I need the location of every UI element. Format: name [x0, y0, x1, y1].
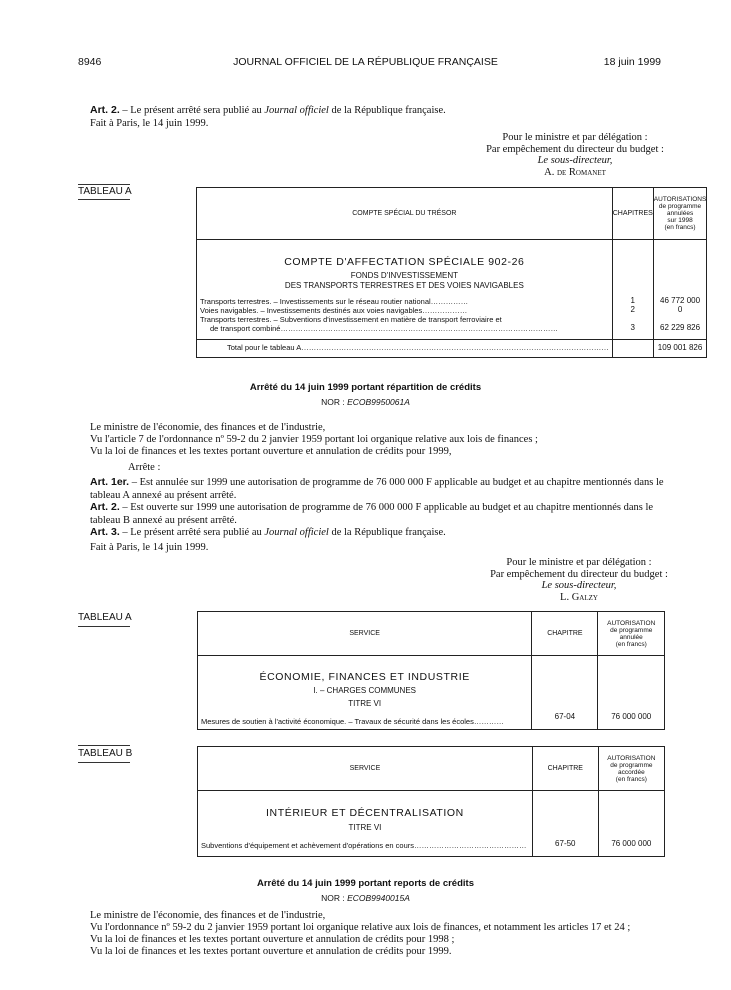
- table-service-b: [197, 746, 665, 857]
- section-title: INTÉRIEUR ET DÉCENTRALISATION: [266, 807, 464, 819]
- sub-title: TITRE VI: [348, 823, 382, 832]
- article-1: Art. 1er. – Est annulée sur 1999 une autorisation de programme de 76 000 000 F applicable au budget et au chapitre mentionnés dans le tableau A annexé au présent arrêté.: [90, 476, 664, 501]
- paragraph: Vu la loi de finances et les textes portant ouverture et annulation de crédits pour 1999,: [90, 446, 452, 457]
- top-signature-block: Pour le ministre et par délégation : Par empêchement du directeur du budget : Le sous-directeur, A. de Romanet: [470, 132, 680, 178]
- page-number: 8946: [78, 56, 102, 68]
- amount-cell: 76 000 000: [611, 839, 652, 848]
- table-row: Subventions d'équipement et achèvement d'opérations en cours………………………………………: [201, 841, 527, 850]
- table-row-continuation: de transport combiné…………………………………………………………………………………………………: [210, 324, 558, 333]
- paragraph: Vu la loi de finances et les textes portant ouverture et annulation de crédits pour 1999.: [90, 946, 452, 957]
- nor-reference: NOR : ECOB9940015A: [321, 893, 410, 903]
- column-header: AUTORISATIONS de programme annulées sur 1998 (en francs): [653, 188, 707, 240]
- column-header: SERVICE: [198, 612, 532, 656]
- sub-title: TITRE VI: [348, 699, 382, 708]
- amount-cell: 76 000 000: [611, 712, 652, 721]
- total-amount: 109 001 826: [657, 343, 703, 352]
- table-label: TABLEAU B: [78, 748, 132, 759]
- table-compte-special: [196, 187, 707, 358]
- amount-cell: 62 229 826: [660, 323, 701, 332]
- chapter-cell: 1: [630, 296, 635, 305]
- table-service-a: [197, 611, 665, 730]
- chapter-cell: 3: [630, 323, 635, 332]
- signature-block: Pour le ministre et par délégation : Par empêchement du directeur du budget : Le sous-directeur, L. Galzy: [474, 557, 684, 603]
- signatory-name: A. de Romanet: [544, 166, 606, 178]
- page-date: 18 juin 1999: [603, 56, 661, 68]
- signatory-name: L. Galzy: [560, 591, 598, 603]
- sub-title: DES TRANSPORTS TERRESTRES ET DES VOIES NAVIGABLES: [284, 281, 524, 290]
- top-done-at: Fait à Paris, le 14 juin 1999.: [90, 118, 209, 129]
- paragraph: Vu la loi de finances et les textes portant ouverture et annulation de crédits pour 1998 ;: [90, 934, 455, 945]
- table-label: TABLEAU A: [78, 186, 132, 197]
- column-header: SERVICE: [198, 747, 533, 791]
- arrete-title: Arrêté du 14 juin 1999 portant répartition de crédits: [249, 382, 482, 393]
- amount-cell: 0: [677, 305, 683, 314]
- chapter-cell: 2: [630, 305, 635, 314]
- top-article-2: Art. 2. – Le présent arrêté sera publié au Journal officiel de la République française.: [90, 104, 446, 116]
- amount-cell: 46 772 000: [660, 296, 701, 305]
- paragraph: Le ministre de l'économie, des finances et de l'industrie,: [90, 422, 326, 433]
- table-row: Mesures de soutien à l'activité économique. – Travaux de sécurité dans les écoles…………: [201, 717, 504, 726]
- article-2: Art. 2. – Est ouverte sur 1999 une autorisation de programme de 76 000 000 F applicable au budget et au chapitre mentionnés dans le tableau B annexé au présent arrêté.: [90, 501, 654, 526]
- total-label: Total pour le tableau A……………………………………………………………………………………………………………: [227, 343, 609, 352]
- sub-title: I. – CHARGES COMMUNES: [313, 686, 416, 695]
- column-header: AUTORISATION de programme accordée (en francs): [598, 747, 664, 791]
- table-row: Voies navigables. – Investissements destinés aux voies navigables………………: [200, 306, 468, 315]
- section-title: COMPTE D'AFFECTATION SPÉCIALE 902-26: [284, 256, 525, 268]
- paragraph: Vu l'article 7 de l'ordonnance nº 59-2 du 2 janvier 1959 portant loi organique relative aux lois de finances ;: [90, 434, 538, 445]
- nor-reference: NOR : ECOB9950061A: [321, 397, 410, 407]
- column-header: CHAPITRE: [532, 612, 598, 656]
- done-at: Fait à Paris, le 14 juin 1999.: [90, 542, 209, 553]
- arrete-word: Arrête :: [128, 462, 161, 473]
- article-3: Art. 3. – Le présent arrêté sera publié au Journal officiel de la République française.: [90, 526, 446, 538]
- sub-title: FONDS D'INVESTISSEMENT: [350, 271, 459, 280]
- table-row: Transports terrestres. – Investissements sur le réseau routier national……………: [200, 297, 469, 306]
- column-header: CHAPITRES: [612, 188, 653, 240]
- column-header: CHAPITRE: [532, 747, 598, 791]
- article-label: Art. 2.: [90, 104, 120, 116]
- paragraph: Vu l'ordonnance nº 59-2 du 2 janvier 1959 portant loi organique relative aux lois de finances, et notamment les articles 17 et 24 ;: [90, 922, 631, 933]
- chapter-cell: 67-50: [555, 839, 576, 848]
- column-header: COMPTE SPÉCIAL DU TRÉSOR: [197, 188, 613, 240]
- column-header: AUTORISATION de programme annulée (en francs): [598, 612, 665, 656]
- arrete-title: Arrêté du 14 juin 1999 portant reports de crédits: [257, 878, 474, 889]
- paragraph: Le ministre de l'économie, des finances et de l'industrie,: [90, 910, 326, 921]
- section-title: ÉCONOMIE, FINANCES ET INDUSTRIE: [259, 671, 470, 683]
- journal-title: JOURNAL OFFICIEL DE LA RÉPUBLIQUE FRANÇAISE: [233, 56, 498, 68]
- chapter-cell: 67-04: [554, 712, 576, 721]
- table-row: Transports terrestres. – Subventions d'investissement en matière de transport ferroviaire et: [200, 315, 502, 324]
- table-label: TABLEAU A: [78, 612, 132, 623]
